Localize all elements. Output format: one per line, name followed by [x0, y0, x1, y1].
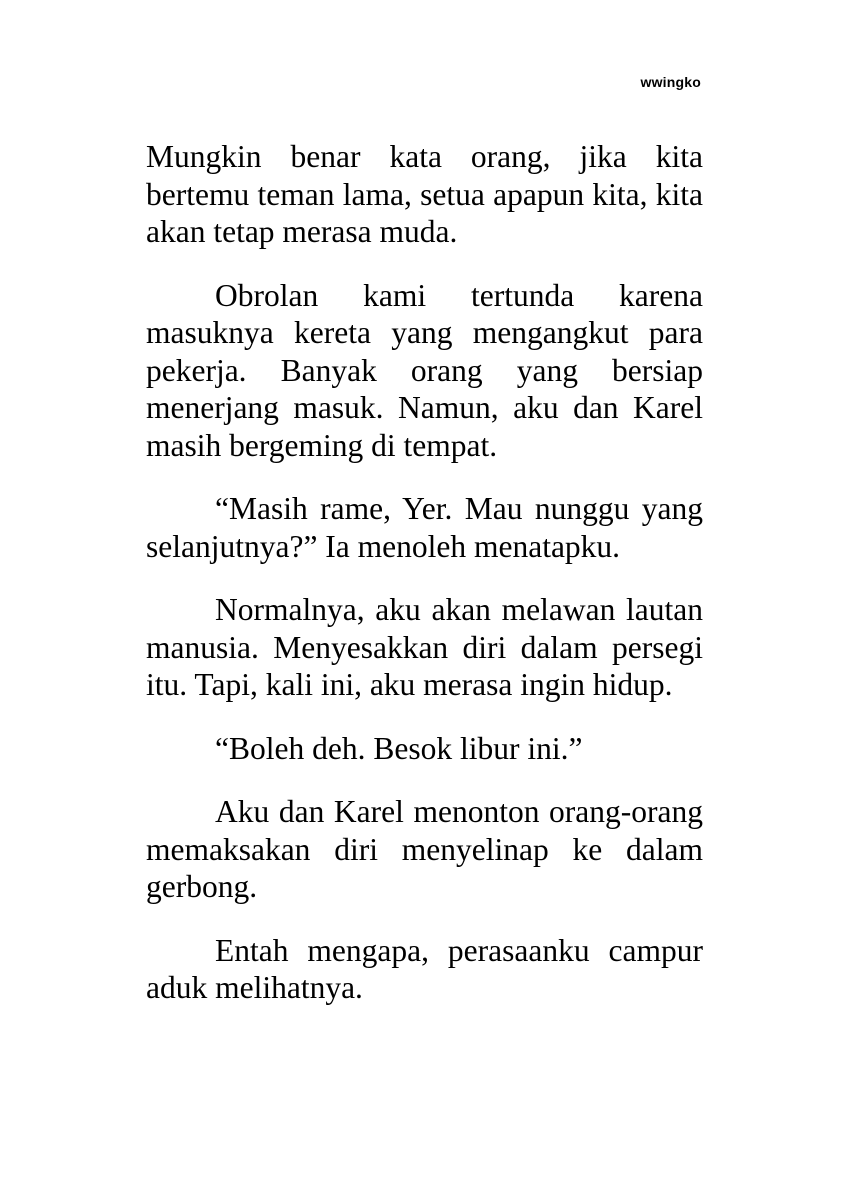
paragraph-5: “Boleh deh. Besok libur ini.” [215, 730, 583, 766]
paragraph-2: Obrolan kami tertunda karena masuknya kereta yang mengangkut para pekerja. Banyak orang yang bersiap menerjang masuk. Namun, aku dan Karel masih bergeming di tempat. [146, 277, 703, 463]
paragraph-4: Normalnya, aku akan melawan lautan manusia. Menyesakkan diri dalam persegi itu. Tapi, kali ini, aku merasa ingin hidup. [146, 592, 703, 702]
paragraph-3: “Masih rame, Yer. Mau nunggu yang selanjutnya?” Ia menoleh menatapku. [146, 491, 703, 564]
paragraph-6: Aku dan Karel menonton orang-orang memaksakan diri menyelinap ke dalam gerbong. [146, 794, 703, 904]
paragraph-7: Entah mengapa, perasaanku campur aduk melihatnya. [146, 932, 703, 1005]
paragraph-1: Mungkin benar kata orang, jika kita bertemu teman lama, setua apapun kita, kita akan tetap merasa muda. [146, 139, 703, 249]
page-header-author: wwingko [640, 74, 701, 90]
page-body [146, 138, 703, 1033]
